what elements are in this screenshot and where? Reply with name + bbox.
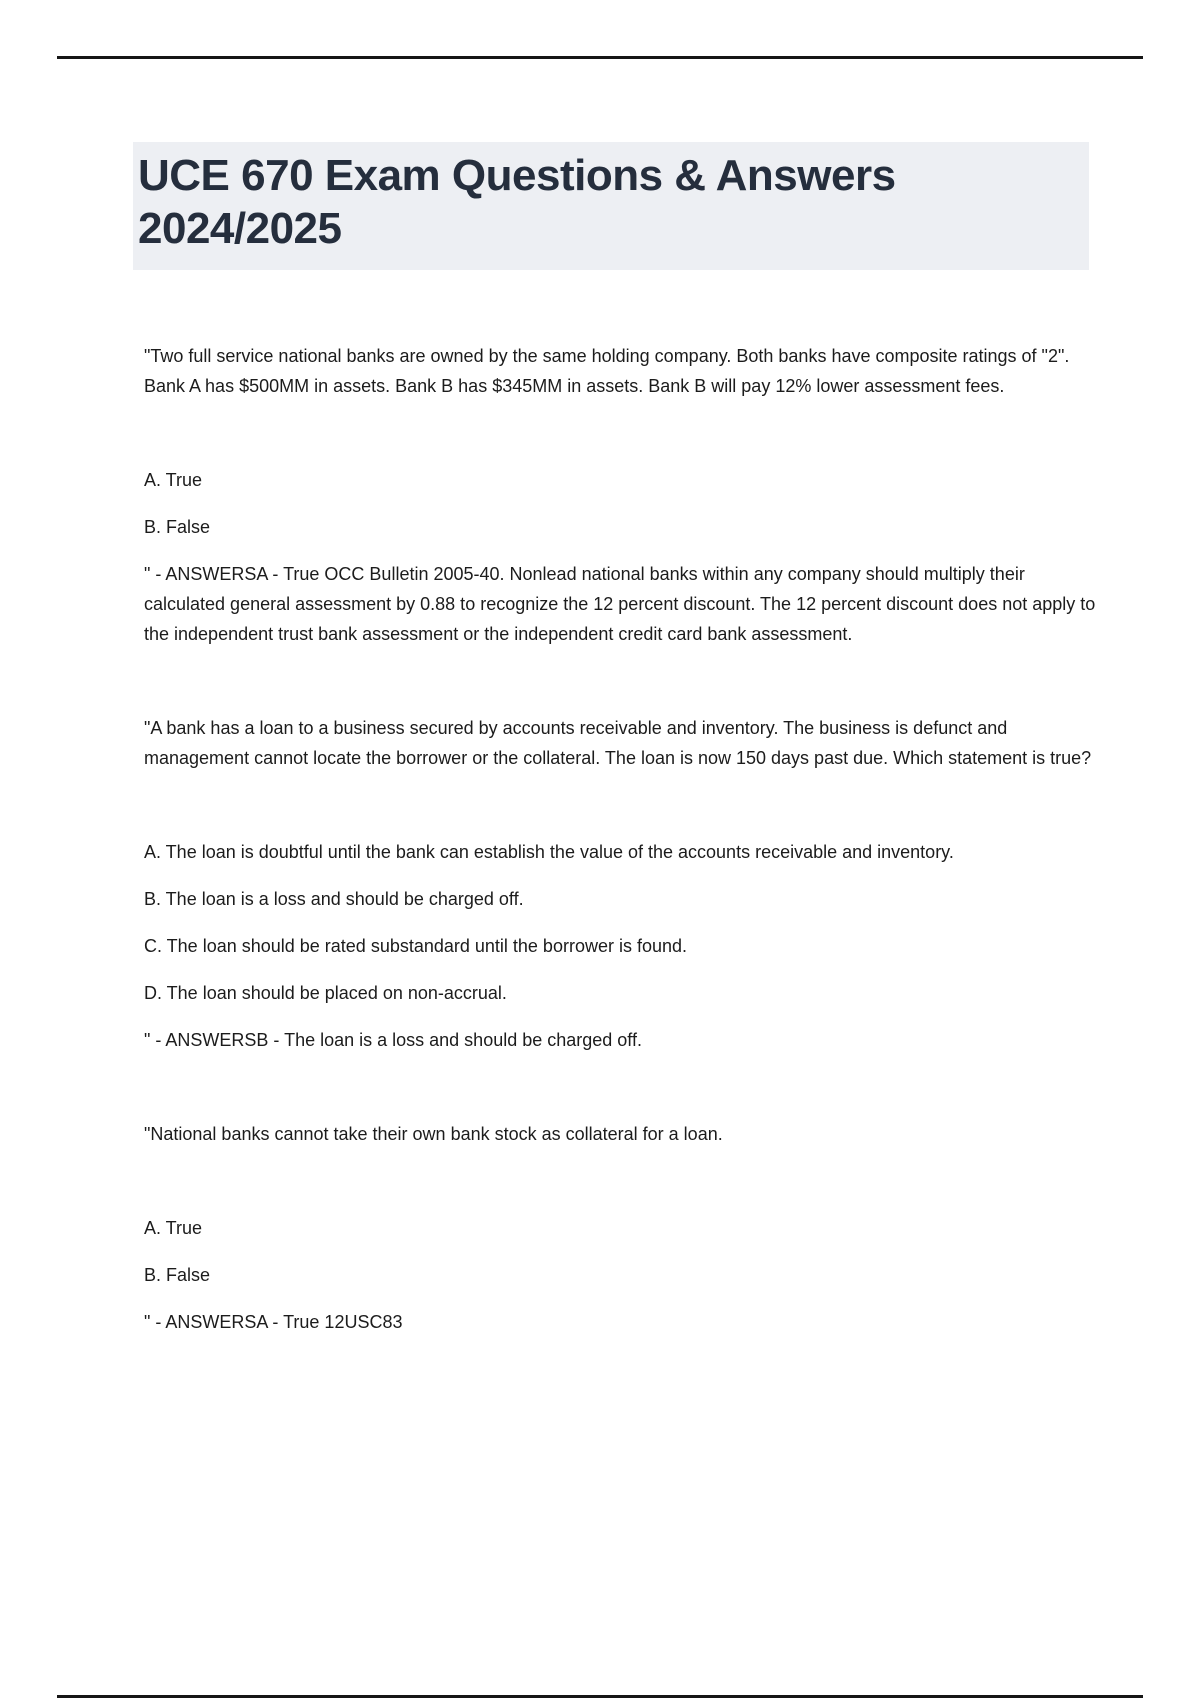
blank-line [144,1166,1102,1196]
option-text: C. The loan should be rated substandard until the borrower is found. [144,936,688,956]
document-body [144,341,1102,1354]
option-text: B. The loan is a loss and should be charged off. [144,889,524,909]
blank-line [144,666,1102,696]
title-block [133,142,1089,270]
blank-line [144,790,1102,820]
question-text: "National banks cannot take their own bank stock as collateral for a loan. [144,1124,723,1144]
option-text: B. False [144,1265,211,1285]
header-rule [57,56,1143,59]
footer-rule [57,1695,1143,1698]
answer-text: " - ANSWERSB - The loan is a loss and should be charged off. [144,1030,642,1050]
option-text: B. False [144,517,211,537]
option-text: A. True [144,1218,203,1238]
question-text: "Two full service national banks are owned by the same holding company. Both banks have composite ratings of "2". Bank A has $500MM in assets. Bank B has $345MM in assets. Bank B will pay 12% lower assessment fees. [144,346,1070,396]
blank-line [144,1072,1102,1102]
page-title: UCE 670 Exam Questions & Answers 2024/2025 [138,151,896,253]
blank-line [144,418,1102,448]
question-text: "A bank has a loan to a business secured by accounts receivable and inventory. The business is defunct and management cannot locate the borrower or the collateral. The loan is now 150 days past due. Which statement is true? [144,718,1092,768]
option-text: D. The loan should be placed on non-accrual. [144,983,507,1003]
answer-text: " - ANSWERSA - True OCC Bulletin 2005-40. Nonlead national banks within any company should multiply their calculated general assessment by 0.88 to recognize the 12 percent discount. The 12 percent discount does not apply to the independent trust bank assessment or the independent credit card bank assessment. [144,564,1096,644]
option-text: A. The loan is doubtful until the bank can establish the value of the accounts receivable and inventory. [144,842,954,862]
option-text: A. True [144,470,203,490]
answer-text: " - ANSWERSA - True 12USC83 [144,1312,403,1332]
